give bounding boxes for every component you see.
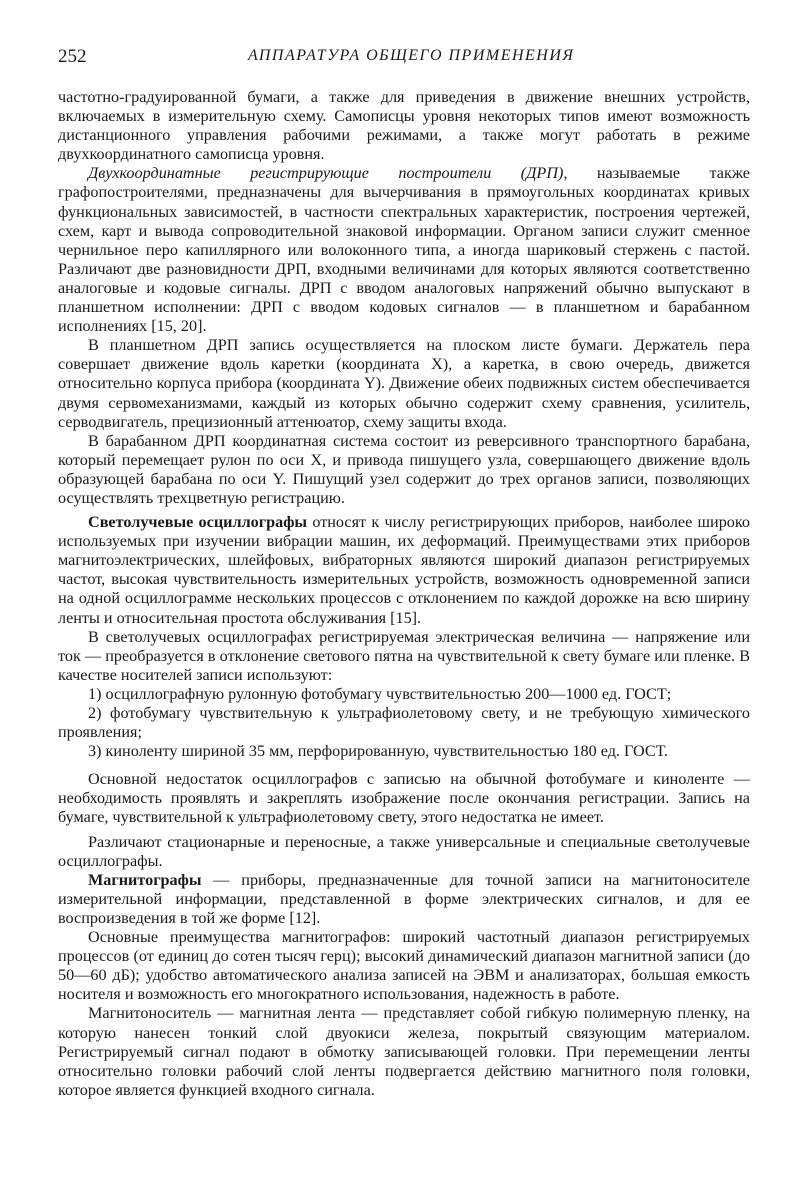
paragraph: Светолучевые осциллографы относят к числу регистрирующих приборов, наиболее широко используемых при изучении вибрации машин, их деформаций. Преимуществами этих приборов магнитоэлектрических, шлейфовых, вибраторных являются широкий диапазон регистрируемых частот, высокая чувствительность измерительных устройств, возможность одновременной записи на одной осциллограмме нескольких процессов с отклонением по каждой дорожке на всю ширину ленты и относительная простота обслуживания [15]. bbox=[58, 513, 751, 627]
page-header bbox=[58, 46, 748, 70]
paragraph: Основные преимущества магнитографов: широкий частотный диапазон регистрируемых процессов (от единиц до сотен тысяч герц); высокий динамический диапазон магнитной записи (до 50—60 дБ); удобство автоматического анализа записей на ЭВМ и анализаторах, большая емкость носителя и возможность его многократного использования, надежность в работе. bbox=[58, 928, 750, 1004]
term-drp: Двухкоординатные регистрирующие построители (ДРП), bbox=[88, 164, 568, 183]
page-number: 252 bbox=[58, 46, 87, 67]
term-oscillographs: Светолучевые осциллографы bbox=[88, 513, 308, 532]
paragraph: Магнитографы — приборы, предназначенные для точной записи на магнитоносителе измерительной информации, представленной в форме электрических сигналов, и для ее воспроизведения в той же форме [12]. bbox=[58, 870, 750, 927]
paragraph: В планшетном ДРП запись осуществляется на плоском листе бумаги. Держатель пера совершает движение вдоль каретки (координата X), а каретка, в свою очередь, движется относительно корпуса прибора (координата Y). Движение обеих подвижных систем обеспечивается двумя сервомеханизмами, каждый из которых обычно содержит схему сравнения, усилитель, серводвигатель, прецизионный аттенюатор, схему защиты входа. bbox=[58, 336, 750, 431]
paragraph: Основной недостаток осциллографов с записью на обычной фотобумаге и киноленте — необходимость проявлять и закреплять изображение после окончания регистрации. Запись на бумаге, чувствительной к ультрафиолетовому свету, этого недостатка не имеет. bbox=[58, 770, 750, 827]
paragraph: В светолучевых осциллографах регистрируемая электрическая величина — напряжение или ток — преобразуется в отклонение светового пятна на чувствительной к свету бумаге или пленке. В качестве носителей записи используют: bbox=[58, 627, 750, 684]
paragraph: В барабанном ДРП координатная система состоит из реверсивного транспортного барабана, который перемещает рулон по оси X, и привода пишущего узла, совершающего движение вдоль образующей барабана по оси Y. Пишущий узел содержит до трех органов записи, позволяющих осуществлять трехцветную регистрацию. bbox=[58, 431, 750, 507]
running-title: АППАРАТУРА ОБЩЕГО ПРИМЕНЕНИЯ bbox=[248, 47, 575, 64]
term-magnetographs: Магнитографы bbox=[88, 870, 202, 889]
paragraph: Различают стационарные и переносные, а также универсальные и специальные светолучевые осциллографы. bbox=[58, 832, 750, 870]
list-item: 2) фотобумагу чувствительную к ультрафиолетовому свету, и не требующую химического проявления; bbox=[58, 704, 750, 742]
paragraph: Магнитоноситель — магнитная лента — представляет собой гибкую полимерную пленку, на которую нанесен тонкий слой двуокиси железа, покрытый связующим материалом. Регистрируемый сигнал подают в обмотку записывающей головки. При перемещении ленты относительно головки рабочий слой ленты подвергается действию магнитного поля головки, которое является функцией входного сигнала. bbox=[58, 1004, 750, 1099]
body-text bbox=[58, 88, 750, 1100]
paragraph: Двухкоординатные регистрирующие построители (ДРП), называемые также графопостроителями, предназначены для вычерчивания в прямоугольных координатах кривых функциональных зависимостей, в частности спектральных характеристик, построения чертежей, схем, карт и вывода сопроводительной знаковой информации. Органом записи служит сменное чернильное перо капиллярного или волоконного типа, а иногда шариковый стержень с пастой. Различают две разновидности ДРП, входными величинами для которых являются соответственно аналоговые и кодовые сигналы. ДРП с вводом аналоговых напряжений обычно выпускают в планшетном исполнении: ДРП с вводом кодовых сигналов — в планшетном и барабанном исполнениях [15, 20]. bbox=[58, 164, 750, 336]
list-item: 3) киноленту шириной 35 мм, перфорированную, чувствительностью 180 ед. ГОСТ. bbox=[88, 742, 668, 761]
list-item: 1) осциллографную рулонную фотобумагу чувствительностью 200—1000 ед. ГОСТ; bbox=[88, 684, 672, 703]
paragraph: частотно-градуированной бумаги, а также для приведения в движение внешних устройств, включаемых в измерительную схему. Самописцы уровня некоторых типов имеют возможность дистанционного управления рабочими режимами, а также могут работать в режиме двухкоординатного самописца уровня. bbox=[58, 88, 750, 164]
